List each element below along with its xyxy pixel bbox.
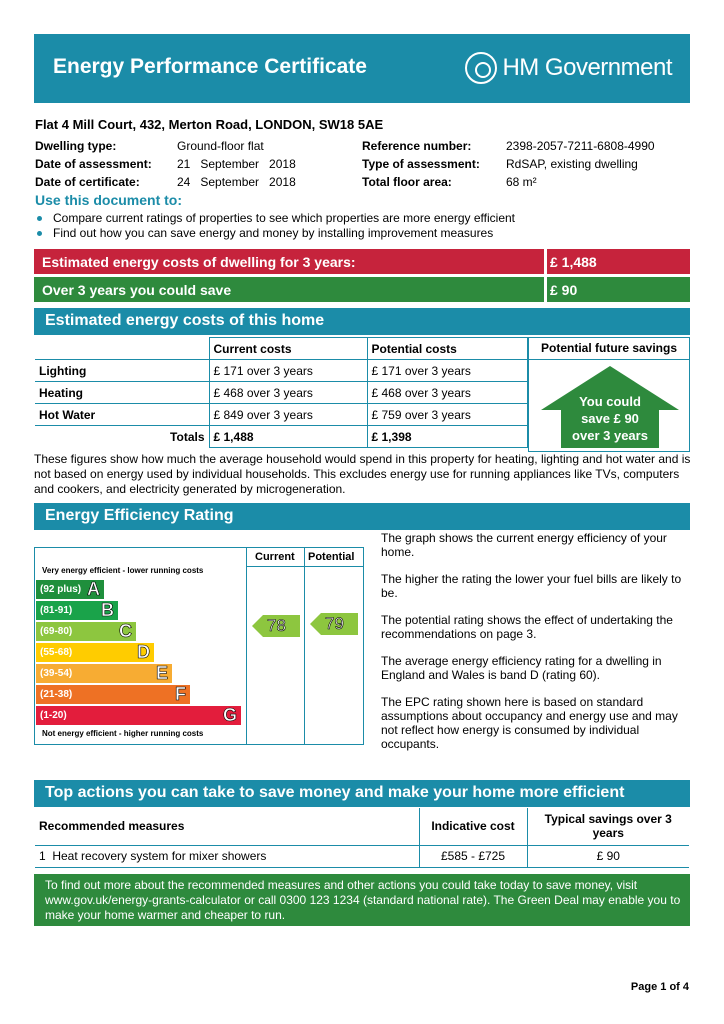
savings-arrow-text bbox=[551, 393, 669, 444]
rating-band-a bbox=[36, 580, 104, 599]
bullet-icon bbox=[37, 216, 42, 221]
date-certificate-value: 24 September 2018 bbox=[177, 175, 296, 189]
assessment-type-label: Type of assessment: bbox=[362, 157, 480, 171]
current-rating-value: 78 bbox=[267, 616, 286, 635]
floor-area-label: Total floor area: bbox=[362, 175, 452, 189]
savings-header: Typical savings over 3 years bbox=[527, 808, 689, 845]
future-savings-box bbox=[528, 337, 690, 452]
band-range: (69-80) bbox=[40, 626, 73, 637]
costs-note: These figures show how much the average household would spend in this property for heating, lighting and hot water and is not based on energy used by individual households. This excludes energy use for running appliances like TVs, computers and cookers, and electricity generated by microgeneration. bbox=[34, 452, 691, 496]
bullet-icon bbox=[37, 231, 42, 236]
potential-costs-header: Potential costs bbox=[367, 338, 527, 360]
savings-line: You could bbox=[579, 394, 641, 409]
future-savings-header: Potential future savings bbox=[529, 338, 689, 360]
rating-band-b bbox=[36, 601, 118, 620]
explanation-paragraph: The higher the rating the lower your fuel bills are likely to be. bbox=[381, 572, 682, 600]
current-cost: £ 468 over 3 years bbox=[209, 382, 367, 404]
hm-government-text: HM Government bbox=[502, 54, 672, 81]
info-line: make your home warmer and cheaper to run. bbox=[45, 908, 286, 922]
row-label: Heating bbox=[35, 382, 209, 404]
band-range: (81-91) bbox=[40, 605, 73, 616]
actions-table bbox=[35, 808, 689, 868]
bar-divider bbox=[544, 249, 547, 274]
band-letter: C bbox=[119, 621, 132, 641]
savings-label: Over 3 years you could save bbox=[42, 282, 232, 298]
explanation-paragraph: The average energy efficiency rating for a dwelling in England and Wales is band D (rating 60). bbox=[381, 654, 662, 682]
page-number: Page 1 of 4 bbox=[630, 981, 689, 993]
savings-value: £ 90 bbox=[550, 282, 578, 298]
date-certificate-label: Date of certificate: bbox=[35, 175, 140, 189]
rating-band-d bbox=[36, 643, 154, 662]
bullet-text: Find out how you can save energy and money by installing improvement measures bbox=[53, 226, 494, 240]
explanation-paragraph: The EPC rating shown here is based on standard assumptions about occupancy and energy use and may not reflect how energy is consumed by individual occupants. bbox=[381, 695, 678, 751]
date-assessment-label: Date of assessment: bbox=[35, 157, 152, 171]
dwelling-type-value: Ground-floor flat bbox=[177, 139, 264, 153]
current-total: £ 1,488 bbox=[209, 426, 367, 448]
cost-header: Indicative cost bbox=[419, 808, 527, 845]
hm-government-logo bbox=[465, 52, 672, 84]
costs-header-empty bbox=[35, 338, 209, 360]
info-line: www.gov.uk/energy-grants-calculator or call 0300 123 1234 (standard national rate). The Green Deal may enable you to bbox=[45, 893, 681, 907]
measure-cost: £585 - £725 bbox=[419, 845, 527, 867]
estimated-costs-value: £ 1,488 bbox=[550, 254, 597, 270]
royal-crest-icon bbox=[465, 52, 497, 84]
band-letter: B bbox=[101, 600, 114, 620]
assessment-type-value: RdSAP, existing dwelling bbox=[506, 157, 638, 171]
row-label: Hot Water bbox=[35, 404, 209, 426]
actions-section-header bbox=[34, 780, 690, 807]
bar-divider bbox=[544, 277, 547, 302]
reference-label: Reference number: bbox=[362, 139, 472, 153]
chart-divider bbox=[246, 566, 364, 567]
rating-section-header bbox=[34, 503, 690, 530]
rating-band-c bbox=[36, 622, 136, 641]
row-label: Lighting bbox=[35, 360, 209, 382]
header-banner bbox=[34, 34, 690, 103]
measure-saving: £ 90 bbox=[527, 845, 689, 867]
explanation-paragraph: The potential rating shows the effect of undertaking the recommendations on page 3. bbox=[381, 613, 673, 641]
bullet-text: Compare current ratings of properties to see which properties are more energy efficient bbox=[53, 211, 516, 225]
potential-cost: £ 171 over 3 years bbox=[367, 360, 527, 382]
potential-rating-value: 79 bbox=[325, 614, 344, 633]
inefficient-note: Not energy efficient - higher running costs bbox=[42, 729, 204, 738]
potential-total: £ 1,398 bbox=[367, 426, 527, 448]
band-letter: D bbox=[137, 642, 150, 662]
chart-divider bbox=[304, 547, 305, 745]
chart-divider bbox=[246, 547, 247, 745]
band-letter: A bbox=[87, 579, 100, 599]
info-left bbox=[35, 137, 296, 191]
rating-band-g bbox=[36, 706, 241, 725]
current-cost: £ 171 over 3 years bbox=[209, 360, 367, 382]
band-range: (39-54) bbox=[40, 668, 73, 679]
info-right bbox=[362, 137, 655, 191]
current-column-header: Current bbox=[255, 551, 295, 563]
rating-explanation bbox=[381, 531, 691, 764]
band-range: (1-20) bbox=[40, 710, 67, 721]
actions-section-title: Top actions you can take to save money and make your home more efficient bbox=[45, 784, 625, 801]
measure-name: 1 Heat recovery system for mixer showers bbox=[35, 845, 419, 867]
use-document-title: Use this document to: bbox=[35, 192, 183, 208]
potential-rating-arrow bbox=[310, 613, 358, 638]
band-letter: E bbox=[155, 663, 168, 683]
savings-bar bbox=[34, 277, 690, 302]
efficient-note: Very energy efficient - lower running costs bbox=[42, 566, 204, 575]
potential-cost: £ 468 over 3 years bbox=[367, 382, 527, 404]
reference-value: 2398-2057-7211-6808-4990 bbox=[506, 139, 655, 153]
costs-section-title: Estimated energy costs of this home bbox=[45, 312, 325, 329]
savings-line: over 3 years bbox=[572, 428, 648, 443]
potential-cost: £ 759 over 3 years bbox=[367, 404, 527, 426]
use-bullets bbox=[35, 211, 515, 241]
current-rating-arrow bbox=[252, 615, 300, 640]
further-info-box bbox=[34, 874, 690, 926]
potential-column-header: Potential bbox=[308, 551, 355, 563]
estimated-costs-label: Estimated energy costs of dwelling for 3 years: bbox=[42, 254, 356, 270]
band-range: (55-68) bbox=[40, 647, 73, 658]
band-range: (21-38) bbox=[40, 689, 73, 700]
band-letter: F bbox=[175, 684, 186, 704]
rating-band-f bbox=[36, 685, 190, 704]
rating-section-title: Energy Efficiency Rating bbox=[45, 507, 234, 524]
dwelling-type-label: Dwelling type: bbox=[35, 139, 117, 153]
explanation-paragraph: The graph shows the current energy efficiency of your home. bbox=[381, 531, 667, 559]
current-costs-header: Current costs bbox=[209, 338, 367, 360]
table-row bbox=[35, 845, 689, 867]
document-title: Energy Performance Certificate bbox=[53, 55, 367, 78]
costs-section-header bbox=[34, 308, 690, 335]
band-letter: G bbox=[222, 705, 237, 725]
savings-line: save £ 90 bbox=[581, 411, 639, 426]
measures-header: Recommended measures bbox=[35, 808, 419, 845]
estimated-costs-bar bbox=[34, 249, 690, 274]
current-cost: £ 849 over 3 years bbox=[209, 404, 367, 426]
totals-label: Totals bbox=[170, 429, 205, 444]
band-range: (92 plus) bbox=[40, 584, 82, 595]
date-assessment-value: 21 September 2018 bbox=[177, 157, 296, 171]
info-line: To find out more about the recommended measures and other actions you could take today to save money, visit bbox=[45, 878, 638, 892]
rating-band-e bbox=[36, 664, 172, 683]
floor-area-value: 68 m² bbox=[506, 175, 537, 189]
property-address: Flat 4 Mill Court, 432, Merton Road, LONDON, SW18 5AE bbox=[35, 117, 384, 132]
